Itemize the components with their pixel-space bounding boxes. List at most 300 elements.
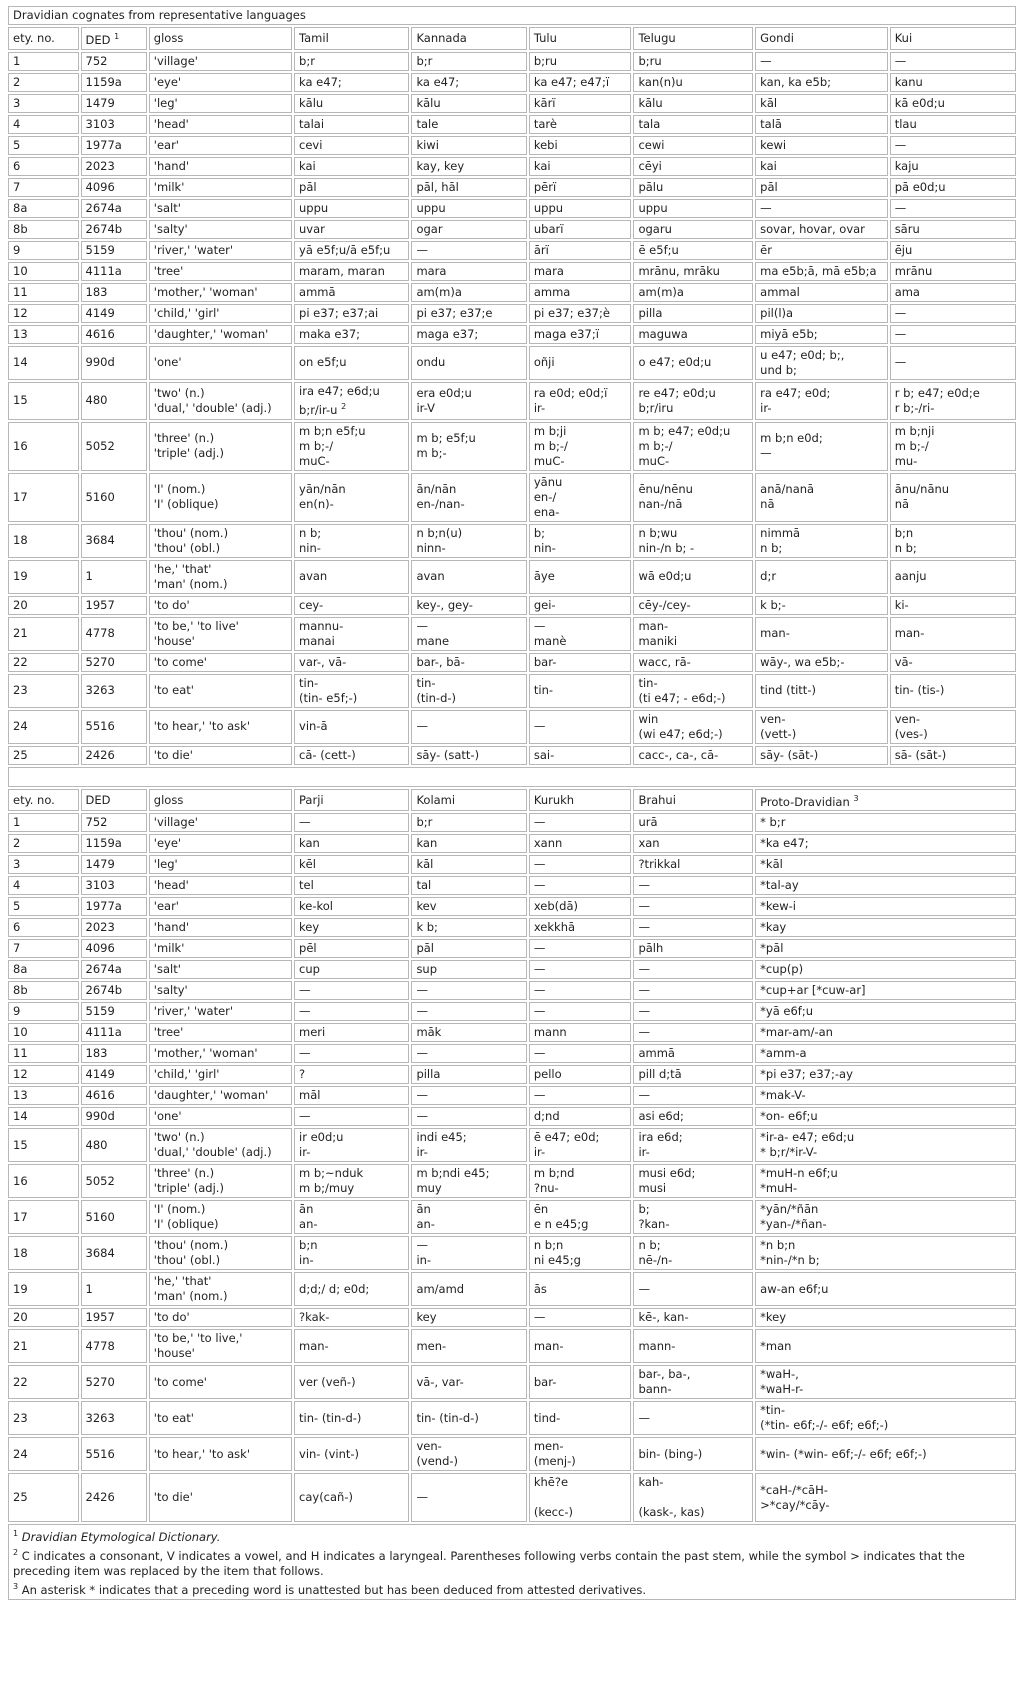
table-cell: tin- (tin-d-): [294, 1401, 409, 1435]
table-cell: 8b: [8, 220, 79, 239]
table-cell: —: [890, 325, 1016, 344]
table-cell: cā- (cett-): [294, 746, 409, 765]
table-cell: *man: [755, 1329, 1016, 1363]
table-row: [8, 382, 1016, 420]
table-cell: bar-, ba-, bann-: [633, 1365, 753, 1399]
table-cell: 'two' (n.) 'dual,' 'double' (adj.): [149, 382, 292, 420]
table-cell: yān/nān en(n)-: [294, 473, 409, 522]
column-header-label: ety. no.: [13, 792, 55, 807]
table-cell: 13: [8, 325, 79, 344]
table-cell: māl: [294, 1086, 409, 1105]
table-cell: 'milk': [149, 178, 292, 197]
table-cell: —: [633, 897, 753, 916]
table-cell: 9: [8, 241, 79, 260]
table-cell: bar-: [529, 1365, 632, 1399]
table-cell: —: [633, 960, 753, 979]
table-cell: * b;r: [755, 813, 1016, 832]
table-cell: 23: [8, 674, 79, 708]
table-row: [8, 653, 1016, 672]
table-cell: 990d: [81, 1107, 147, 1126]
table-cell: 10: [8, 1023, 79, 1042]
table-cell: —: [890, 304, 1016, 323]
table-cell: 'river,' 'water': [149, 241, 292, 260]
table-cell: 8b: [8, 981, 79, 1000]
table-cell: m b;~nduk m b;/muy: [294, 1164, 409, 1198]
table-cell: 12: [8, 304, 79, 323]
table-cell: —: [890, 136, 1016, 155]
table-cell: tin-: [529, 674, 632, 708]
table-cell: *win- (*win- e6f;-/- e6f; e6f;-): [755, 1437, 1016, 1471]
table-cell: —: [411, 1002, 526, 1021]
table-cell: miyā e5b;: [755, 325, 888, 344]
table-cell: māk: [411, 1023, 526, 1042]
table-cell: yā e5f;u/ā e5f;u: [294, 241, 409, 260]
table-cell: cay(cañ-): [294, 1473, 409, 1522]
table-cell: 2674b: [81, 981, 147, 1000]
table-cell: *mak-V-: [755, 1086, 1016, 1105]
table-cell: 'to hear,' 'to ask': [149, 710, 292, 744]
table-cell: sā- (sāt-): [890, 746, 1016, 765]
table-cell: 'head': [149, 115, 292, 134]
table-cell: ēn e n e45;g: [529, 1200, 632, 1234]
table-cell: man-: [755, 617, 888, 651]
table-cell: 'ear': [149, 136, 292, 155]
table-cell: ē e47; e0d; ir-: [529, 1128, 632, 1162]
table-cell: o e47; e0d;u: [633, 346, 753, 380]
table-cell: 2674b: [81, 220, 147, 239]
table-cell: kebi: [529, 136, 632, 155]
table-cell: —: [529, 1002, 632, 1021]
table-cell: 4778: [81, 617, 147, 651]
table-row: [8, 1002, 1016, 1021]
table-cell: 'to hear,' 'to ask': [149, 1437, 292, 1471]
column-header: [81, 27, 147, 50]
table-cell: 5516: [81, 1437, 147, 1471]
column-header-label: Parji: [299, 792, 324, 807]
table-cell: ven- (ves-): [890, 710, 1016, 744]
table-row: [8, 325, 1016, 344]
column-header: [755, 789, 1016, 812]
table-cell: talā: [755, 115, 888, 134]
table-cell: 'two' (n.) 'dual,' 'double' (adj.): [149, 1128, 292, 1162]
table-cell: ?kak-: [294, 1308, 409, 1327]
table-cell: var-, vā-: [294, 653, 409, 672]
table-cell: ka e47;: [411, 73, 526, 92]
table-cell: ās: [529, 1272, 632, 1306]
column-header: [633, 27, 753, 50]
column-header: [149, 789, 292, 812]
table-cell: vin- (vint-): [294, 1437, 409, 1471]
table-cell: r b; e47; e0d;e r b;-/ri-: [890, 382, 1016, 420]
table-cell: 1479: [81, 94, 147, 113]
table-cell: 2674a: [81, 960, 147, 979]
table-cell: m b; e47; e0d;u m b;-/ muC-: [633, 422, 753, 471]
table-cell: 480: [81, 382, 147, 420]
table-cell: b;n in-: [294, 1236, 409, 1270]
table-cell: cey-: [294, 596, 409, 615]
table-cell: —: [294, 981, 409, 1000]
table-cell: 'to die': [149, 746, 292, 765]
table-cell: 25: [8, 1473, 79, 1522]
table-cell: tin- (tin-d-): [411, 674, 526, 708]
table-cell: —: [411, 1107, 526, 1126]
table-cell: 'one': [149, 346, 292, 380]
table-cell: 18: [8, 1236, 79, 1270]
table-row: [8, 1107, 1016, 1126]
table-cell: kāl: [755, 94, 888, 113]
table-cell: 'ear': [149, 897, 292, 916]
table-cell: n b;n(u) ninn-: [411, 524, 526, 558]
table-cell: 16: [8, 1164, 79, 1198]
table-cell: kanu: [890, 73, 1016, 92]
footnote-text: C indicates a consonant, V indicates a vowel, and H indicates a laryngeal. Parentheses following verbs contain the past stem, while the symbol > indicates that the preceding item was replaced by the item that follows.: [13, 1549, 965, 1579]
table-cell: maga e37;ï: [529, 325, 632, 344]
table-cell: ondu: [411, 346, 526, 380]
table-cell: kah- (kask-, kas): [633, 1473, 753, 1522]
table-cell: *pāl: [755, 939, 1016, 958]
table-cell: —: [633, 1086, 753, 1105]
table-cell: maguwa: [633, 325, 753, 344]
table-cell: sovar, hovar, ovar: [755, 220, 888, 239]
table-cell: kay, key: [411, 157, 526, 176]
table-cell: 5159: [81, 241, 147, 260]
table-cell: 17: [8, 1200, 79, 1234]
table-cell: 2023: [81, 918, 147, 937]
table-cell: mann: [529, 1023, 632, 1042]
table-cell: uppu: [411, 199, 526, 218]
table-cell: aw-an e6f;u: [755, 1272, 1016, 1306]
table-cell: cup: [294, 960, 409, 979]
table-cell: ki-: [890, 596, 1016, 615]
table-cell: —: [633, 1002, 753, 1021]
table-cell: m b;nd ?nu-: [529, 1164, 632, 1198]
table-cell: uppu: [529, 199, 632, 218]
table-row: [8, 1401, 1016, 1435]
table-cell: m b; e5f;u m b;-: [411, 422, 526, 471]
table-row: [8, 52, 1016, 71]
table-row: [8, 1128, 1016, 1162]
table-cell: sāru: [890, 220, 1016, 239]
table-cell: 'leg': [149, 94, 292, 113]
table-cell: d;r: [755, 560, 888, 594]
table-cell: ān an-: [294, 1200, 409, 1234]
table-cell: 3263: [81, 1401, 147, 1435]
table-cell: bar-: [529, 653, 632, 672]
table-row: [8, 746, 1016, 765]
table-cell: — in-: [411, 1236, 526, 1270]
table-cell: urā: [633, 813, 753, 832]
table-cell: 7: [8, 939, 79, 958]
table-cell: —: [411, 1473, 526, 1522]
table-cell: 3: [8, 94, 79, 113]
table-cell: n b; nē-/n-: [633, 1236, 753, 1270]
table-cell: —: [411, 1086, 526, 1105]
table-cell: 20: [8, 596, 79, 615]
table-cell: 'to come': [149, 653, 292, 672]
column-header: [8, 789, 79, 812]
table-cell: 6: [8, 157, 79, 176]
table-row: [8, 617, 1016, 651]
table-cell: bar-, bā-: [411, 653, 526, 672]
table-cell: 11: [8, 1044, 79, 1063]
table-cell: tala: [633, 115, 753, 134]
table-cell: *ka e47;: [755, 834, 1016, 853]
table-cell: 3103: [81, 876, 147, 895]
column-header: [633, 789, 753, 812]
table-cell: ān/nān en-/nan-: [411, 473, 526, 522]
table-cell: 990d: [81, 346, 147, 380]
table-cell: ammal: [755, 283, 888, 302]
table-cell: yānu en-/ ena-: [529, 473, 632, 522]
table-cell: cēy-/cey-: [633, 596, 753, 615]
column-header-label: ety. no.: [13, 30, 55, 45]
footnote: [13, 1545, 1011, 1579]
table-cell: 'salty': [149, 220, 292, 239]
table-cell: —: [411, 981, 526, 1000]
table-cell: —: [633, 1272, 753, 1306]
table-cell: pil(l)a: [755, 304, 888, 323]
column-header: [755, 27, 888, 50]
table-cell: 9: [8, 1002, 79, 1021]
table-cell: kālu: [411, 94, 526, 113]
table-cell: 5: [8, 897, 79, 916]
footnote: [13, 1526, 1011, 1545]
footnote-number: 1: [13, 1529, 19, 1539]
table-cell: vin-ā: [294, 710, 409, 744]
column-header-label: DED: [85, 792, 111, 807]
table-cell: kaju: [890, 157, 1016, 176]
table-cell: 'to do': [149, 596, 292, 615]
table-cell: pill d;tā: [633, 1065, 753, 1084]
table-cell: 'head': [149, 876, 292, 895]
table-cell: khē?e (kecc-): [529, 1473, 632, 1522]
table-cell: cacc-, ca-, cā-: [633, 746, 753, 765]
table-cell: ārï: [529, 241, 632, 260]
table-cell: 18: [8, 524, 79, 558]
table-cell: ānu/nānu nā: [890, 473, 1016, 522]
table-cell: maram, maran: [294, 262, 409, 281]
table-cell: 2: [8, 834, 79, 853]
table-cell: ra e0d; e0d;ï ir-: [529, 382, 632, 420]
table-cell: ?trikkal: [633, 855, 753, 874]
table-cell: am/amd: [411, 1272, 526, 1306]
table-cell: 4096: [81, 178, 147, 197]
table-cell: 'to die': [149, 1473, 292, 1522]
table-cell: bin- (bing-): [633, 1437, 753, 1471]
table-cell: 'eye': [149, 73, 292, 92]
table-row: [8, 1329, 1016, 1363]
table-row: [8, 674, 1016, 708]
table-cell: 'village': [149, 813, 292, 832]
table-cell: 2674a: [81, 199, 147, 218]
footnotes: [8, 1524, 1016, 1599]
table-cell: pi e37; e37;è: [529, 304, 632, 323]
table-cell: k b;-: [755, 596, 888, 615]
column-header: [8, 27, 79, 50]
table-cell: 'river,' 'water': [149, 1002, 292, 1021]
table-row: [8, 94, 1016, 113]
table-cell: —: [890, 199, 1016, 218]
table-cell: 5052: [81, 422, 147, 471]
column-header: [411, 27, 526, 50]
table-row: [8, 710, 1016, 744]
table-row: [8, 136, 1016, 155]
table-cell: *yā e6f;u: [755, 1002, 1016, 1021]
column-header-label: Telugu: [638, 30, 676, 45]
table-row: [8, 262, 1016, 281]
table-cell: n b;wu nin-/n b; -: [633, 524, 753, 558]
column-header-label: Tamil: [299, 30, 329, 45]
table-cell: uppu: [633, 199, 753, 218]
table-cell: tind (titt-): [755, 674, 888, 708]
table-cell: pilla: [411, 1065, 526, 1084]
section-spacer: [8, 767, 1016, 787]
table-cell: 3684: [81, 524, 147, 558]
table-row: [8, 1236, 1016, 1270]
table-cell: u e47; e0d; b;, und b;: [755, 346, 888, 380]
table-cell: 1977a: [81, 897, 147, 916]
table-cell: xann: [529, 834, 632, 853]
table-cell: ver (veñ-): [294, 1365, 409, 1399]
footnote-marker: 1: [114, 32, 120, 41]
table-cell: 22: [8, 1365, 79, 1399]
table-cell: re e47; e0d;u b;r/iru: [633, 382, 753, 420]
table-row: [8, 1065, 1016, 1084]
table-cell: 'village': [149, 52, 292, 71]
table-cell: 15: [8, 382, 79, 420]
table-cell: 'leg': [149, 855, 292, 874]
table-row: [8, 939, 1016, 958]
table-cell: anā/nanā nā: [755, 473, 888, 522]
table-cell: 4: [8, 876, 79, 895]
table-cell: 22: [8, 653, 79, 672]
footnote-text: An asterisk * indicates that a preceding word is unattested but has been deduced from attested derivatives.: [18, 1582, 647, 1597]
table-cell: 5159: [81, 1002, 147, 1021]
table-cell: — mane: [411, 617, 526, 651]
table-cell: b;r: [411, 52, 526, 71]
table-cell: —: [633, 981, 753, 1000]
table-cell: indi e45; ir-: [411, 1128, 526, 1162]
table-cell: 'to be,' 'to live,' 'house': [149, 1329, 292, 1363]
table-body: [8, 6, 1016, 1600]
table-cell: tal: [411, 876, 526, 895]
table-cell: 13: [8, 1086, 79, 1105]
column-header: [81, 789, 147, 812]
table-row: [8, 524, 1016, 558]
column-header: [411, 789, 526, 812]
table-cell: *pi e37; e37;-ay: [755, 1065, 1016, 1084]
table-cell: 4096: [81, 939, 147, 958]
footnote-number: 3: [13, 1582, 19, 1592]
table-cell: 'child,' 'girl': [149, 304, 292, 323]
table-cell: ira e6d; ir-: [633, 1128, 753, 1162]
table-cell: 2426: [81, 746, 147, 765]
table-cell: 25: [8, 746, 79, 765]
table-row: [8, 241, 1016, 260]
table-cell: ogaru: [633, 220, 753, 239]
table-cell: 'one': [149, 1107, 292, 1126]
table-cell: sai-: [529, 746, 632, 765]
column-header-label: gloss: [153, 792, 184, 807]
table-cell: 15: [8, 1128, 79, 1162]
table-cell: —: [411, 241, 526, 260]
table-cell: pāl: [755, 178, 888, 197]
table-cell: sāy- (sāt-): [755, 746, 888, 765]
table-cell: 5: [8, 136, 79, 155]
table-cell: b; ?kan-: [633, 1200, 753, 1234]
table-cell: —: [294, 813, 409, 832]
table-row: [8, 1044, 1016, 1063]
table-cell: 19: [8, 560, 79, 594]
table-cell: gei-: [529, 596, 632, 615]
table-cell: mrānu, mrāku: [633, 262, 753, 281]
table-cell: kai: [755, 157, 888, 176]
table-cell: xan: [633, 834, 753, 853]
table-row: [8, 220, 1016, 239]
table-cell: pērï: [529, 178, 632, 197]
table-cell: 21: [8, 617, 79, 651]
table-cell: vā-: [890, 653, 1016, 672]
table-cell: 'to eat': [149, 674, 292, 708]
table-cell: ?: [294, 1065, 409, 1084]
table-cell: ke-kol: [294, 897, 409, 916]
table-cell: xekkhā: [529, 918, 632, 937]
table-cell: —: [529, 981, 632, 1000]
table-cell: pāl, hāl: [411, 178, 526, 197]
table-cell: *mar-am/-an: [755, 1023, 1016, 1042]
table-cell: —: [633, 1023, 753, 1042]
table-cell: on e5f;u: [294, 346, 409, 380]
table-cell: kan: [294, 834, 409, 853]
table-cell: *cup+ar [*cuw-ar]: [755, 981, 1016, 1000]
table-cell: kā e0d;u: [890, 94, 1016, 113]
table-cell: tin- (tis-): [890, 674, 1016, 708]
table-cell: man- maniki: [633, 617, 753, 651]
table-cell: —: [529, 960, 632, 979]
table-cell: 8a: [8, 199, 79, 218]
column-header: [529, 27, 632, 50]
table-row: [8, 199, 1016, 218]
table-cell: kan, ka e5b;: [755, 73, 888, 92]
table-cell: 4149: [81, 1065, 147, 1084]
table-cell: ubarï: [529, 220, 632, 239]
table-cell: wāy-, wa e5b;-: [755, 653, 888, 672]
table-cell: man-: [294, 1329, 409, 1363]
table-cell: 16: [8, 422, 79, 471]
table-cell: k b;: [411, 918, 526, 937]
table-cell: kālu: [633, 94, 753, 113]
table-cell: 4778: [81, 1329, 147, 1363]
table-cell: 'child,' 'girl': [149, 1065, 292, 1084]
table-cell: 4111a: [81, 262, 147, 281]
table-row: [8, 115, 1016, 134]
table-row: [8, 981, 1016, 1000]
table-cell: kev: [411, 897, 526, 916]
column-header: [529, 789, 632, 812]
table-row: [8, 1473, 1016, 1522]
table-row: [8, 876, 1016, 895]
table-cell: kālu: [294, 94, 409, 113]
column-header-label: Tulu: [533, 30, 557, 45]
column-header: [294, 789, 409, 812]
table-cell: pāl: [294, 178, 409, 197]
table-cell: pello: [529, 1065, 632, 1084]
table-cell: am(m)a: [411, 283, 526, 302]
table-cell: 5052: [81, 1164, 147, 1198]
table-cell: 2023: [81, 157, 147, 176]
footnote-marker: 2: [341, 401, 347, 411]
table-cell: meri: [294, 1023, 409, 1042]
